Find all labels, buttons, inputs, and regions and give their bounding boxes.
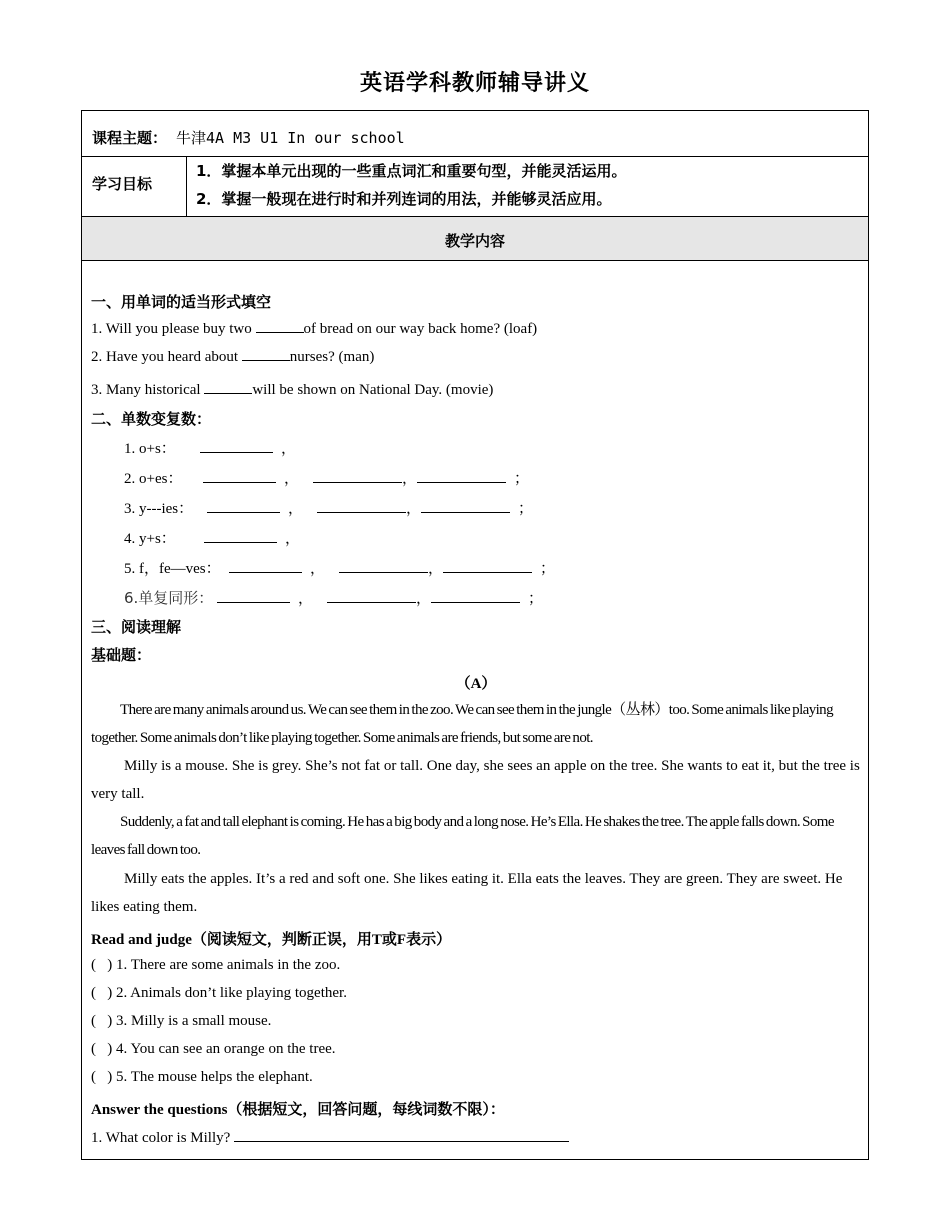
passage-paragraph: Milly eats the apples. It’s a red and soft one. She likes eating it. Ella eats the leaves. They are green. They are sweet. He likes eating them. [91, 871, 843, 915]
separator: ； [528, 591, 544, 607]
judge-heading-f: F [396, 932, 407, 948]
separator: ， [402, 471, 418, 487]
answer-bracket[interactable]: ( ) [91, 957, 113, 973]
answer-bracket[interactable]: ( ) [91, 1069, 113, 1085]
answer-bracket[interactable]: ( ) [91, 1013, 113, 1029]
answer-blank[interactable] [417, 468, 506, 483]
plural-rule [124, 497, 533, 518]
content-header-row [82, 217, 868, 261]
separator: ， [406, 501, 422, 517]
goal-item: 2．掌握一般现在进行时和并列连词的用法，并能够灵活应用。 [196, 190, 612, 208]
plural-rule-label: 1. o+s： [124, 441, 176, 457]
answer-blank[interactable] [203, 468, 276, 483]
answer-blank[interactable] [217, 588, 290, 603]
answer-blank[interactable] [200, 438, 273, 453]
separator: ； [540, 561, 556, 577]
judge-item-text: 4. You can see an orange on the tree. [116, 1041, 336, 1057]
fill-item-text: nurses? (man) [289, 349, 375, 365]
fill-item [91, 318, 537, 338]
judge-item [91, 957, 340, 974]
content-header: 教学内容 [444, 232, 505, 250]
goals-label: 学习目标 [92, 175, 153, 193]
answer-line[interactable] [234, 1127, 569, 1142]
judge-item [91, 1041, 336, 1058]
answer-heading-en: Answer the questions [91, 1102, 228, 1118]
judge-heading-en: Read and judge [91, 932, 192, 948]
section2-heading: 二、单数变复数： [91, 410, 212, 428]
plural-rule-label: 6.单复同形： [124, 589, 214, 607]
section1-heading: 一、用单词的适当形式填空 [91, 293, 272, 311]
separator: ， [281, 441, 297, 457]
theme-value: 牛津4A M3 U1 In our school [176, 129, 405, 147]
answer-blank[interactable] [339, 558, 428, 573]
answer-blank[interactable] [421, 498, 510, 513]
judge-heading-cn: （阅读短文，判断正误，用 [191, 930, 372, 948]
separator: ， [288, 501, 304, 517]
fill-item-text: 1. Will you please buy two [91, 321, 256, 337]
goal-item: 1．掌握本单元出现的一些重点词汇和重要句型，并能灵活运用。 [196, 162, 627, 180]
question-item [91, 1127, 569, 1147]
answer-blank[interactable] [204, 528, 277, 543]
judge-heading-end: 表示） [406, 930, 452, 948]
judge-item-text: 1. There are some animals in the zoo. [116, 957, 341, 973]
goals-divider [186, 157, 187, 216]
separator: ， [428, 561, 444, 577]
judge-item [91, 985, 347, 1002]
judge-item-text: 3. Milly is a small mouse. [116, 1013, 272, 1029]
separator: ； [514, 471, 530, 487]
answer-heading [91, 1098, 505, 1119]
separator: ， [284, 471, 300, 487]
answer-bracket[interactable]: ( ) [91, 985, 113, 1001]
plural-rule-label: 5. f，fe—ves： [124, 561, 221, 577]
theme-label: 课程主题： [92, 129, 168, 147]
judge-heading-or: 或 [381, 930, 397, 948]
passage-paragraph: Milly is a mouse. She is grey. She’s not fat or tall. One day, she sees an apple on the tree. She wants to eat it, but the tree is very tall. [91, 758, 860, 802]
plural-rule-label: 2. o+es： [124, 471, 183, 487]
fill-item [91, 379, 493, 399]
judge-item-text: 2. Animals don’t like playing together. [116, 985, 347, 1001]
fill-item-text: of bread on our way back home? (loaf) [303, 321, 538, 337]
separator: ， [298, 591, 314, 607]
section3-subheading: 基础题： [91, 646, 152, 664]
passage-paragraph: There are many animals around us. We can see them in the zoo. We can see them in the jungle（丛林）too. Some animals like playing together. Some animals don’t like playing together. Some animals are friends, but some are not. [91, 702, 833, 746]
answer-bracket[interactable]: ( ) [91, 1041, 113, 1057]
separator: ； [518, 501, 534, 517]
passage-label: （A） [455, 676, 497, 692]
answer-blank[interactable] [207, 498, 280, 513]
goals-row [82, 157, 868, 217]
answer-blank[interactable] [443, 558, 532, 573]
plural-rule [124, 437, 296, 458]
fill-item [91, 346, 374, 366]
judge-item-text: 5. The mouse helps the elephant. [116, 1069, 313, 1085]
answer-blank[interactable] [327, 588, 416, 603]
judge-heading [91, 928, 451, 949]
section3-heading: 三、阅读理解 [91, 618, 182, 636]
plural-rule-label: 3. y---ies： [124, 501, 194, 517]
answer-blank[interactable] [317, 498, 406, 513]
passage-paragraph: Suddenly, a fat and tall elephant is coming. He has a big body and a long nose. He’s Ella. He shakes the tree. The apple falls down. Some leaves fall down too. [91, 814, 834, 858]
fill-item-text: 3. Many historical [91, 382, 205, 398]
plural-rule-label: 4. y+s： [124, 531, 176, 547]
answer-blank[interactable] [229, 558, 302, 573]
answer-blank[interactable] [242, 346, 290, 361]
theme-row [82, 111, 868, 157]
judge-item [91, 1069, 313, 1086]
judge-item [91, 1013, 271, 1030]
answer-blank[interactable] [431, 588, 520, 603]
plural-rule [124, 587, 543, 608]
page-title: 英语学科教师辅导讲义 [359, 71, 590, 96]
separator: ， [416, 591, 432, 607]
answer-blank[interactable] [204, 379, 252, 394]
question-text: 1. What color is Milly? [91, 1130, 235, 1146]
separator: ， [285, 531, 301, 547]
judge-heading-t: T [371, 932, 382, 948]
fill-item-text: will be shown on National Day. (movie) [252, 382, 494, 398]
answer-heading-cn: （根据短文，回答问题，每线词数不限）： [227, 1100, 505, 1118]
answer-blank[interactable] [256, 318, 304, 333]
lesson-table [81, 110, 869, 1160]
separator: ， [310, 561, 326, 577]
fill-item-text: 2. Have you heard about [91, 349, 242, 365]
plural-rule [124, 527, 300, 548]
plural-rule [124, 467, 529, 488]
plural-rule [124, 557, 555, 578]
answer-blank[interactable] [313, 468, 402, 483]
